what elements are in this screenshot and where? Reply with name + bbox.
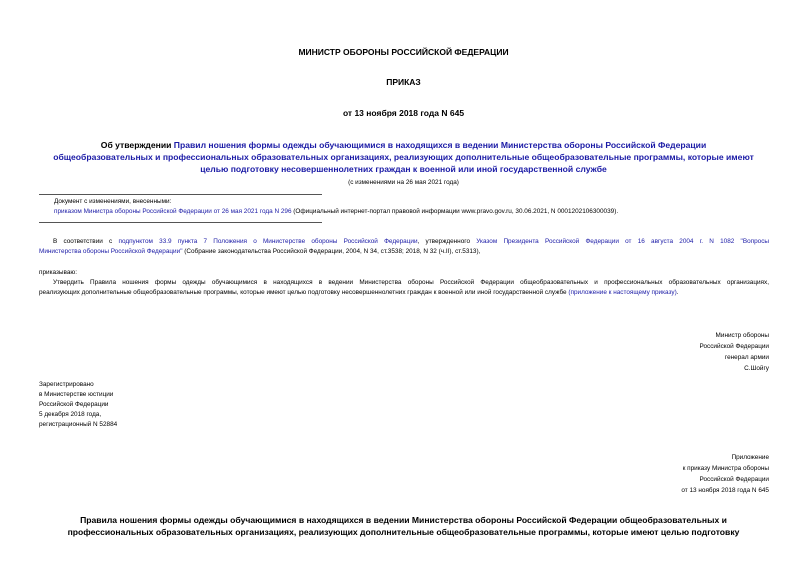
order-date-number: от 13 ноября 2018 года N 645 xyxy=(342,108,465,118)
order-title xyxy=(40,139,767,175)
rules-title xyxy=(30,514,777,538)
changes-rest: (Официальный интернет-портал правовой информации www.pravo.gov.ru, 30.06.2021, N 0001202106300039). xyxy=(291,208,619,215)
preamble-text-1: В соответствии с xyxy=(53,238,119,245)
registration-block xyxy=(39,380,117,430)
changes-source xyxy=(54,207,618,216)
preamble xyxy=(39,237,769,257)
appendix-line-2: к приказу Министра обороны xyxy=(682,465,769,472)
appendix-line-4: от 13 ноября 2018 года N 645 xyxy=(681,487,769,494)
title-prefix: Об утверждении xyxy=(100,140,174,150)
title-line-1 xyxy=(40,139,767,151)
signature-line-4: С.Шойгу xyxy=(744,365,769,372)
changes-link[interactable]: приказом Министра обороны Российской Федерации от 26 мая 2021 года N 296 xyxy=(54,208,292,215)
decree-link[interactable]: Указом Президента Российской Федерации от 16 августа 2004 г. N 1082 "Вопросы xyxy=(476,238,769,245)
appendix-block xyxy=(681,452,769,496)
appendix-line-1: Приложение xyxy=(731,454,769,461)
amendments-note: (с изменениями на 26 мая 2021 года) xyxy=(348,179,459,186)
order-end: . xyxy=(676,289,679,296)
registration-line-4: 5 декабря 2018 года, xyxy=(39,411,102,418)
order-line-1: Утвердить Правила ношения формы одежды обучающимися в находящихся в ведении Министерства обороны Российской Федерации общеобразовательных и профессиональных образовательных организациях, xyxy=(53,279,769,286)
title-link-part-3[interactable]: целью подготовку несовершеннолетних граждан к военной или иной государственной службе xyxy=(200,164,607,174)
changes-label: Документ с изменениями, внесенными: xyxy=(54,198,172,205)
regulation-link[interactable]: подпунктом 33.9 пункта 7 Положения о Министерстве обороны Российской Федерации xyxy=(118,238,418,245)
preamble-text-2: , утвержденного xyxy=(417,238,477,245)
registration-line-2: в Министерстве юстиции xyxy=(39,391,114,398)
order-text-2: реализующих дополнительные общеобразовательные программы, которые имеют целью подготовку несовершеннолетних граждан к военной или иной государственной службе xyxy=(39,289,569,296)
ministry-heading: МИНИСТР ОБОРОНЫ РОССИЙСКОЙ ФЕДЕРАЦИИ xyxy=(298,47,509,57)
title-link-part-1[interactable]: Правил ношения формы одежды обучающимися в находящихся в ведении Министерства обороны Российской Федерации xyxy=(173,140,707,150)
preamble-line-2 xyxy=(39,247,769,257)
rule-top xyxy=(39,194,322,195)
order-line-2 xyxy=(39,288,769,298)
order-body xyxy=(39,278,769,298)
rules-title-line-1: Правила ношения формы одежды обучающимися в находящихся в ведении Министерства обороны Российской Федерации общеобразовательных и xyxy=(80,515,727,525)
document-type: ПРИКАЗ xyxy=(386,77,421,87)
signature-line-2: Российской Федерации xyxy=(699,343,769,350)
rules-title-line-2: профессиональных образовательных организациях, реализующих дополнительные общеобразовательные программы, которые имеют целью подготовку xyxy=(67,527,740,537)
rule-bottom xyxy=(39,222,322,223)
registration-line-1: Зарегистрировано xyxy=(39,381,94,388)
preamble-line-1 xyxy=(39,237,769,247)
decree-link-cont[interactable]: Министерства обороны Российской Федерации" xyxy=(39,248,183,255)
signature-line-1: Министр обороны xyxy=(715,332,769,339)
signature-block xyxy=(700,330,770,374)
appendix-line-3: Российской Федерации xyxy=(699,476,769,483)
registration-line-3: Российской Федерации xyxy=(39,401,109,408)
appendix-link[interactable]: (приложение к настоящему приказу) xyxy=(568,289,677,296)
preamble-text-3: (Собрание законодательства Российской Федерации, 2004, N 34, ст.3538; 2018, N 32 (ч.II), ст.5313), xyxy=(182,248,481,255)
prikazyvayu: приказываю: xyxy=(39,269,77,276)
signature-line-3: генерал армии xyxy=(724,354,769,361)
title-link-part-2[interactable]: общеобразовательных и профессиональных образовательных организациях, реализующих дополнительные общеобразовательные программы, которые имеют xyxy=(53,152,754,162)
registration-line-5: регистрационный N 52884 xyxy=(39,421,118,428)
